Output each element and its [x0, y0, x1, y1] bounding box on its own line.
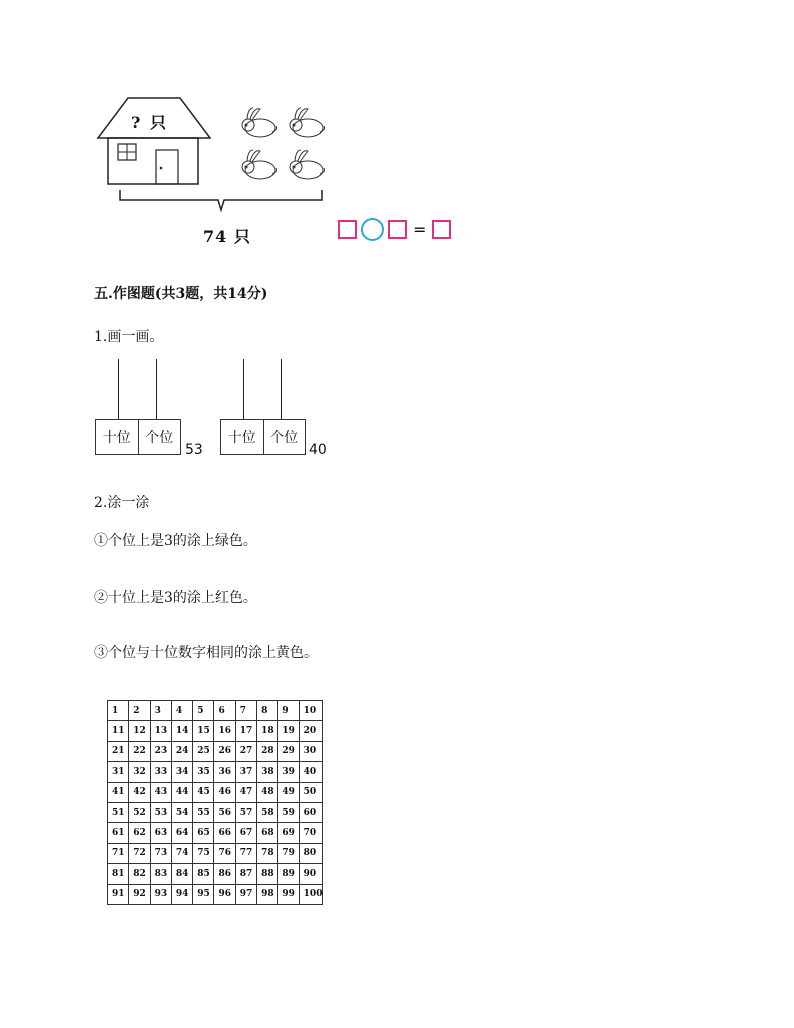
grid-cell[interactable]: 21	[108, 741, 129, 761]
grid-cell[interactable]: 13	[150, 721, 171, 741]
grid-cell[interactable]: 60	[299, 802, 323, 822]
grid-cell[interactable]: 56	[214, 802, 235, 822]
result-box[interactable]	[432, 220, 451, 239]
grid-cell[interactable]: 5	[193, 701, 214, 721]
grid-cell[interactable]: 43	[150, 782, 171, 802]
section-title: 五.作图题(共3题，共14分)	[94, 286, 268, 302]
grid-cell[interactable]: 45	[193, 782, 214, 802]
grid-cell[interactable]: 2	[129, 701, 150, 721]
grid-cell[interactable]: 63	[150, 823, 171, 843]
grid-cell[interactable]: 17	[235, 721, 256, 741]
grid-row	[108, 864, 323, 884]
rabbits-illustration	[238, 104, 338, 188]
grid-cell[interactable]: 3	[150, 701, 171, 721]
rabbit-icon	[290, 108, 325, 137]
grid-cell[interactable]: 94	[171, 884, 192, 904]
grid-cell[interactable]: 34	[171, 762, 192, 782]
grid-cell[interactable]: 16	[214, 721, 235, 741]
tens-label: 十位	[102, 430, 131, 446]
grid-cell[interactable]: 30	[299, 741, 323, 761]
grid-cell[interactable]: 92	[129, 884, 150, 904]
grid-cell[interactable]: 72	[129, 843, 150, 863]
grid-cell[interactable]: 79	[278, 843, 299, 863]
rabbit-icon	[290, 150, 325, 179]
grid-row	[108, 802, 323, 822]
grid-cell[interactable]: 51	[108, 802, 129, 822]
grid-cell[interactable]: 8	[257, 701, 278, 721]
question-2-title: 2.涂一涂	[94, 495, 150, 511]
grid-cell[interactable]: 80	[299, 843, 323, 863]
abacus-1-number: 53	[185, 442, 203, 458]
grid-cell[interactable]: 75	[193, 843, 214, 863]
rabbit-icon	[242, 108, 277, 137]
grid-cell[interactable]: 57	[235, 802, 256, 822]
grid-cell[interactable]: 78	[257, 843, 278, 863]
grid-cell[interactable]: 48	[257, 782, 278, 802]
ones-rod	[281, 359, 282, 419]
ones-rod	[156, 359, 157, 419]
grid-cell[interactable]: 50	[299, 782, 323, 802]
house-unknown-label: ? 只	[131, 113, 168, 132]
instruction-red: ②十位上是3的涂上红色。	[94, 590, 257, 606]
grid-cell[interactable]: 11	[108, 721, 129, 741]
grid-cell[interactable]: 27	[235, 741, 256, 761]
tens-rod	[118, 359, 119, 419]
grid-cell[interactable]: 91	[108, 884, 129, 904]
grid-cell[interactable]: 41	[108, 782, 129, 802]
answer-box[interactable]	[388, 220, 407, 239]
grid-cell[interactable]: 18	[257, 721, 278, 741]
instruction-green: ①个位上是3的涂上绿色。	[94, 533, 257, 549]
grid-cell[interactable]: 36	[214, 762, 235, 782]
grid-cell[interactable]: 10	[299, 701, 323, 721]
place-value-box	[95, 419, 181, 455]
grid-row	[108, 884, 323, 904]
grid-cell[interactable]: 53	[150, 802, 171, 822]
grid-cell[interactable]: 84	[171, 864, 192, 884]
grid-cell[interactable]: 74	[171, 843, 192, 863]
brace	[118, 188, 324, 214]
grid-cell[interactable]: 29	[278, 741, 299, 761]
grid-cell[interactable]: 1	[108, 701, 129, 721]
grid-cell[interactable]: 22	[129, 741, 150, 761]
grid-cell[interactable]: 26	[214, 741, 235, 761]
grid-cell[interactable]: 44	[171, 782, 192, 802]
grid-cell[interactable]: 6	[214, 701, 235, 721]
equals-sign: =	[413, 220, 427, 239]
grid-cell[interactable]: 95	[193, 884, 214, 904]
grid-cell[interactable]: 62	[129, 823, 150, 843]
grid-cell[interactable]: 89	[278, 864, 299, 884]
total-label: 74 只	[203, 227, 251, 246]
grid-cell[interactable]: 25	[193, 741, 214, 761]
grid-cell[interactable]: 93	[150, 884, 171, 904]
ones-label: 个位	[138, 420, 181, 454]
grid-cell[interactable]: 23	[150, 741, 171, 761]
hundred-chart	[107, 700, 323, 905]
place-value-box	[220, 419, 306, 455]
grid-cell[interactable]: 100	[299, 884, 323, 904]
grid-row	[108, 823, 323, 843]
instruction-yellow: ③个位与十位数字相同的涂上黄色。	[94, 645, 318, 661]
grid-cell[interactable]: 59	[278, 802, 299, 822]
grid-cell[interactable]: 42	[129, 782, 150, 802]
grid-cell[interactable]: 52	[129, 802, 150, 822]
grid-cell[interactable]: 33	[150, 762, 171, 782]
grid-cell[interactable]: 40	[299, 762, 323, 782]
grid-cell[interactable]: 76	[214, 843, 235, 863]
ones-label: 个位	[263, 420, 306, 454]
grid-cell[interactable]: 64	[171, 823, 192, 843]
grid-cell[interactable]: 88	[257, 864, 278, 884]
grid-cell[interactable]: 98	[257, 884, 278, 904]
grid-cell[interactable]: 87	[235, 864, 256, 884]
answer-box[interactable]	[338, 220, 357, 239]
grid-cell[interactable]: 81	[108, 864, 129, 884]
abacus-2-number: 40	[309, 442, 327, 458]
grid-cell[interactable]: 54	[171, 802, 192, 822]
grid-cell[interactable]: 37	[235, 762, 256, 782]
grid-cell[interactable]: 32	[129, 762, 150, 782]
grid-cell[interactable]: 96	[214, 884, 235, 904]
abacus-1	[95, 359, 181, 455]
grid-cell[interactable]: 39	[278, 762, 299, 782]
grid-cell[interactable]: 73	[150, 843, 171, 863]
grid-cell[interactable]: 28	[257, 741, 278, 761]
rabbit-icon	[242, 150, 277, 179]
grid-cell[interactable]: 49	[278, 782, 299, 802]
grid-cell[interactable]: 68	[257, 823, 278, 843]
grid-cell[interactable]: 7	[235, 701, 256, 721]
grid-cell[interactable]: 77	[235, 843, 256, 863]
grid-cell[interactable]: 86	[214, 864, 235, 884]
grid-row	[108, 782, 323, 802]
grid-cell[interactable]: 9	[278, 701, 299, 721]
grid-cell[interactable]: 31	[108, 762, 129, 782]
grid-cell[interactable]: 66	[214, 823, 235, 843]
grid-cell[interactable]: 19	[278, 721, 299, 741]
grid-cell[interactable]: 55	[193, 802, 214, 822]
grid-cell[interactable]: 67	[235, 823, 256, 843]
grid-row	[108, 762, 323, 782]
grid-cell[interactable]: 65	[193, 823, 214, 843]
tens-label: 十位	[227, 430, 256, 446]
grid-cell[interactable]: 82	[129, 864, 150, 884]
grid-cell[interactable]: 4	[171, 701, 192, 721]
grid-cell[interactable]: 97	[235, 884, 256, 904]
grid-cell[interactable]: 61	[108, 823, 129, 843]
grid-cell[interactable]: 71	[108, 843, 129, 863]
grid-cell[interactable]: 35	[193, 762, 214, 782]
grid-row	[108, 741, 323, 761]
grid-row	[108, 843, 323, 863]
grid-cell[interactable]: 90	[299, 864, 323, 884]
grid-cell[interactable]: 58	[257, 802, 278, 822]
grid-cell[interactable]: 24	[171, 741, 192, 761]
grid-cell[interactable]: 47	[235, 782, 256, 802]
grid-cell[interactable]: 20	[299, 721, 323, 741]
grid-row	[108, 721, 323, 741]
grid-cell[interactable]: 12	[129, 721, 150, 741]
grid-cell[interactable]: 69	[278, 823, 299, 843]
grid-cell[interactable]: 83	[150, 864, 171, 884]
operator-circle[interactable]	[361, 218, 384, 241]
grid-row	[108, 701, 323, 721]
question-1-title: 1.画一画。	[94, 329, 164, 345]
grid-cell[interactable]: 15	[193, 721, 214, 741]
grid-cell[interactable]: 46	[214, 782, 235, 802]
tens-rod	[243, 359, 244, 419]
grid-cell[interactable]: 85	[193, 864, 214, 884]
grid-cell[interactable]: 14	[171, 721, 192, 741]
abacus-2	[220, 359, 306, 455]
grid-cell[interactable]: 99	[278, 884, 299, 904]
grid-cell[interactable]: 38	[257, 762, 278, 782]
grid-cell[interactable]: 70	[299, 823, 323, 843]
equation-blanks	[338, 218, 451, 241]
